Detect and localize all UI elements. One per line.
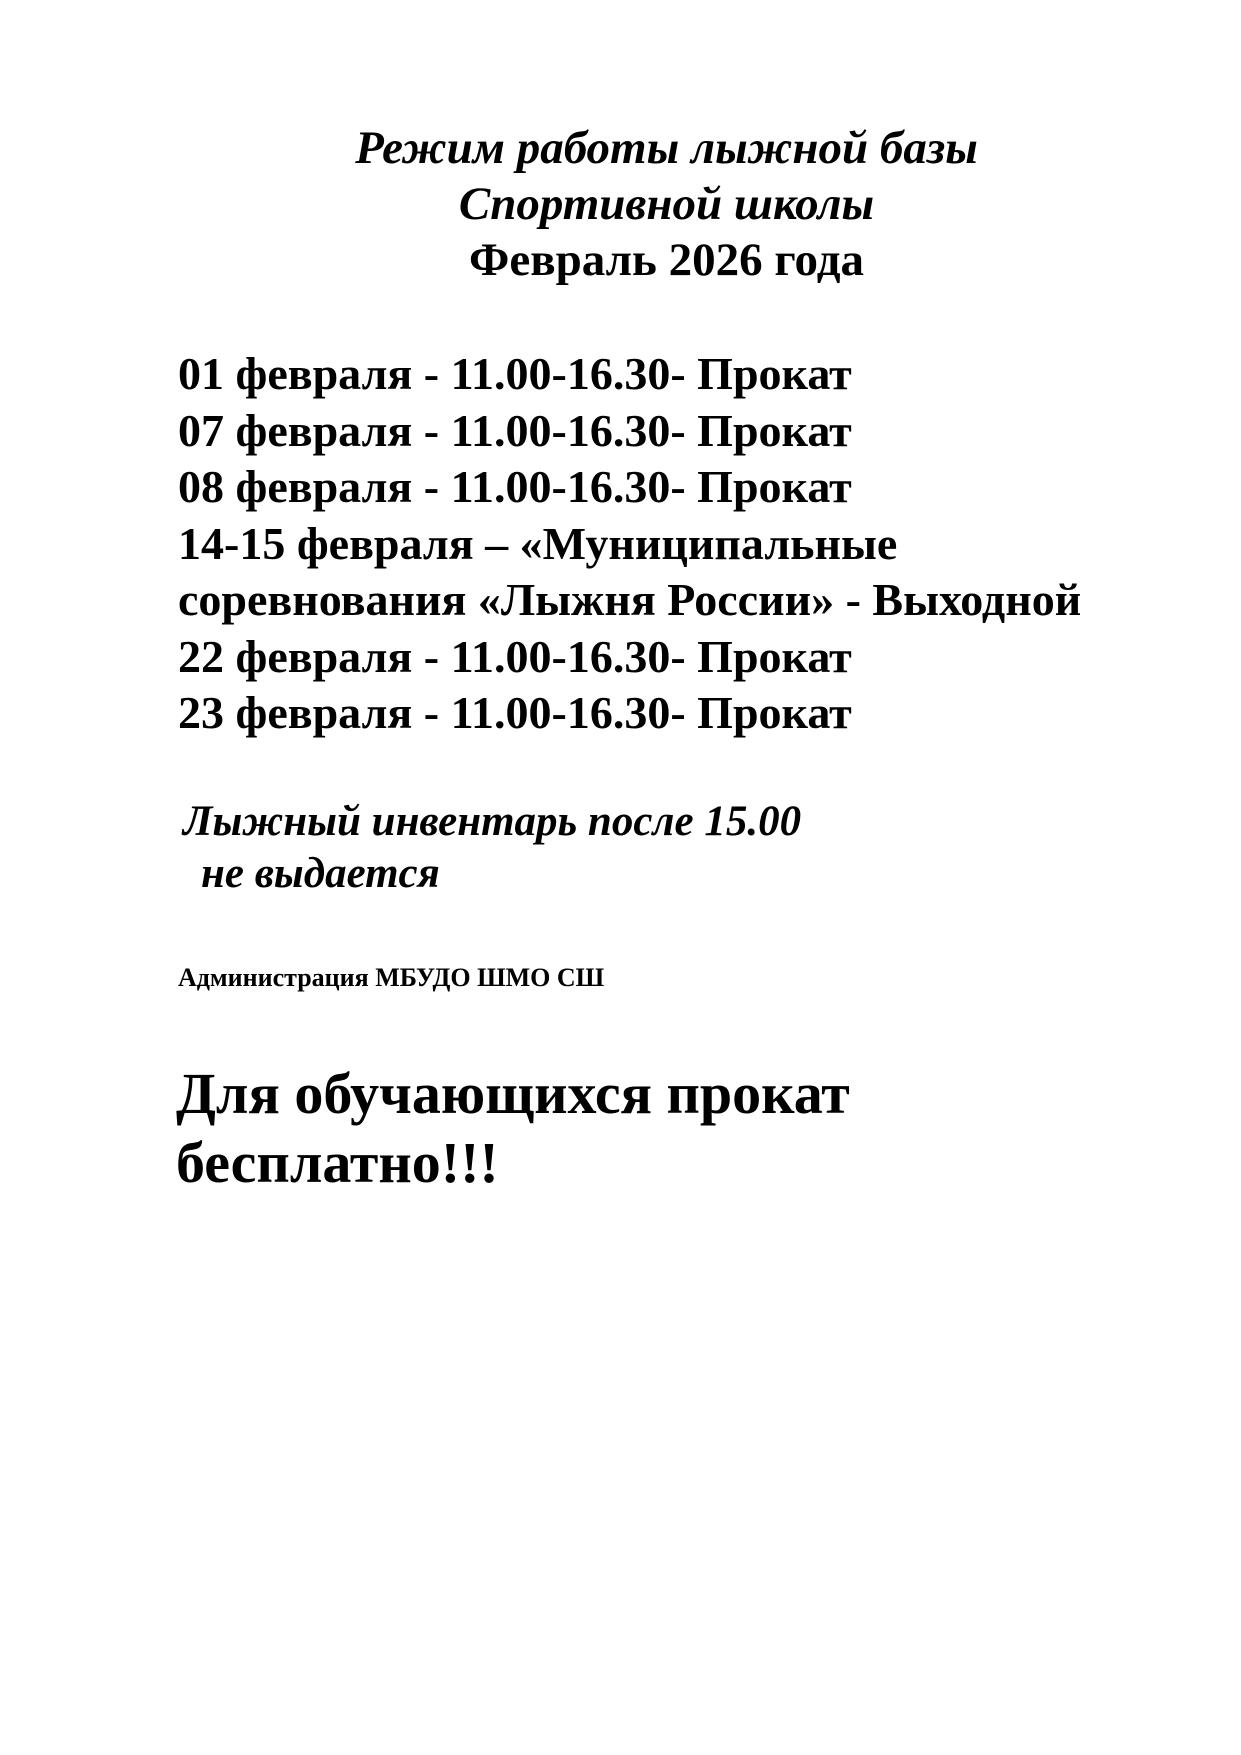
header-title-line-2: Спортивной школы bbox=[458, 178, 875, 230]
administration-signature: Администрация МБУДО ШМО СШ bbox=[178, 963, 605, 992]
schedule-row: 08 февраля - 11.00-16.30- Прокат bbox=[178, 461, 852, 512]
document-header bbox=[0, 120, 1241, 288]
free-rental-line-2: бесплатно!!! bbox=[176, 1130, 499, 1195]
schedule-list bbox=[178, 346, 1218, 742]
header-month: Февраль 2026 года bbox=[469, 234, 864, 286]
schedule-row: 01 февраля - 11.00-16.30- Прокат bbox=[178, 348, 852, 399]
free-rental-notice bbox=[176, 1059, 850, 1197]
schedule-row: 23 февраля - 11.00-16.30- Прокат bbox=[178, 687, 852, 738]
equipment-notice-line-2: не выдается bbox=[201, 850, 440, 897]
schedule-row: 14-15 февраля – «Муниципальные bbox=[178, 517, 898, 569]
schedule-row: 07 февраля - 11.00-16.30- Прокат bbox=[178, 404, 852, 456]
equipment-notice bbox=[183, 796, 801, 900]
schedule-row: 22 февраля - 11.00-16.30- Прокат bbox=[178, 630, 852, 682]
equipment-notice-line-1: Лыжный инвентарь после 15.00 bbox=[183, 798, 802, 845]
schedule-row: соревнования «Лыжня России» - Выходной bbox=[178, 574, 1082, 625]
header-title-line-1: Режим работы лыжной базы bbox=[355, 122, 978, 174]
free-rental-line-1: Для обучающихся прокат bbox=[176, 1061, 850, 1126]
